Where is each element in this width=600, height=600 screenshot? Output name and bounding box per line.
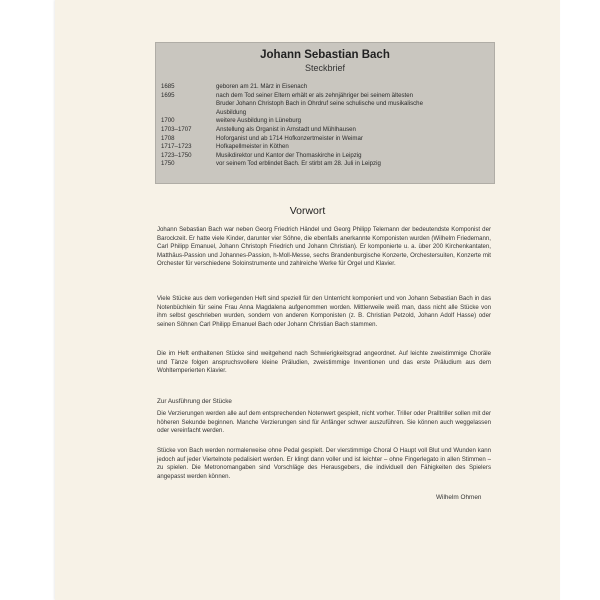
biography-row <box>161 152 490 161</box>
biography-row <box>161 160 490 169</box>
biography-title: Johann Sebastian Bach <box>260 49 390 61</box>
biography-table <box>161 83 490 169</box>
bio-year: 1685 <box>161 83 175 90</box>
biography-row <box>161 92 490 118</box>
bio-year: 1695 <box>161 91 175 99</box>
bio-year: 1717–1723 <box>161 143 192 151</box>
biography-row <box>161 83 490 92</box>
foreword-paragraph: Die im Heft enthaltenen Stücke sind weitgehend nach Schwierigkeitsgrad angeordnet. Auf leichte zweistimmige Choräle und Tänze folgen anspruchsvollere kleine Präludien, zweistimmige Inventionen und das erste Präludium aus dem Wohltemperierten Klavier. <box>157 350 491 375</box>
foreword-paragraph: Stücke von Bach werden normalerweise ohne Pedal gespielt. Der vierstimmige Choral O Haupt voll Blut und Wunden kann jedoch auf jeder Viertelnote pedalisiert werden. Er klingt dann voller und ist leichter – ohne Fingerlegato in allen Stimmen – zu spielen. Die Metronomangaben sind Vorschläge des Herausgebers, die individuell den Fähigkeiten des Spielers angepasst werden können. <box>157 447 491 480</box>
foreword-title: Vorwort <box>289 205 326 217</box>
foreword-paragraph: Johann Sebastian Bach war neben Georg Friedrich Händel und Georg Philipp Telemann der bedeutendste Komponist der Barockzeit. Er hatte viele Kinder, darunter vier Söhne, die ebenfalls anerkannte Komponisten wurden (Wilhelm Friedemann, Carl Philipp Emanuel, Johann Christoph Friedrich und Johann Christian). Er komponierte u. a. über 200 Kirchenkantaten, Matthäus-Passion und Johannes-Passion, h-Moll-Messe, sechs Brandenburgische Konzerte, Orchestersuiten, Konzerte mit Orchester für verschiedene Soloinstrumente und zahlreiche Werke für Orgel und Klavier. <box>157 226 491 268</box>
bio-text: Musikdirektor und Kantor der Thomaskirche in Leipzig <box>216 151 362 159</box>
foreword-paragraph: Die Verzierungen werden alle auf dem entsprechenden Notenwert gespielt, nicht vorher. Triller oder Pralltriller sollen mit der höheren Sekunde beginnen. Manche Verzierungen sind für Anfänger schwer auszuführen. Sie können auch weggelassen oder vereinfacht werden. <box>157 410 491 435</box>
bio-year: 1708 <box>161 134 175 142</box>
biography-row <box>161 126 490 135</box>
bio-text: geboren am 21. März in Eisenach <box>216 83 308 90</box>
foreword-paragraph: Viele Stücke aus dem vorliegenden Heft sind speziell für den Unterricht komponiert und von Johann Sebastian Bach in das Notenbüchlein für seine Frau Anna Magdalena aufgenommen worden. Mittlerweile weiß man, dass nicht alle Stücke von ihm selbst geschrieben wurden, sondern von anderen Komponisten (z. B. Christian Petzold, Johann Adolf Hasse) oder seinen Söhnen Carl Philipp Emanuel Bach oder Johann Christian Bach stammen. <box>157 295 491 328</box>
bio-year: 1703–1707 <box>161 125 192 133</box>
bio-year: 1723–1750 <box>161 151 192 159</box>
biography-row <box>161 135 490 144</box>
bio-year: 1750 <box>161 160 175 168</box>
bio-text: Hofkapellmeister in Köthen <box>216 143 289 151</box>
performance-heading: Zur Ausführung der Stücke <box>157 398 232 405</box>
bio-text: vor seinem Tod erblindet Bach. Er stirbt am 28. Juli in Leipzig <box>216 160 381 168</box>
author-signature: Wilhelm Ohmen <box>436 494 482 501</box>
bio-text: Hoforganist und ab 1714 Hofkonzertmeister in Weimar <box>216 134 363 142</box>
biography-subtitle: Steckbrief <box>304 63 346 73</box>
bio-text: Anstellung als Organist in Arnstadt und Mühlhausen <box>216 125 356 133</box>
bio-text: weitere Ausbildung in Lüneburg <box>216 117 302 125</box>
document-page <box>55 0 560 600</box>
bio-text: nach dem Tod seiner Eltern erhält er als zehnjähriger bei seinem ältesten Bruder Johann Christoph Bach in Ohrdruf seine schulische und musikalische Ausbildung <box>216 91 423 116</box>
biography-row <box>161 143 490 152</box>
bio-year: 1700 <box>161 117 175 125</box>
biography-box <box>155 42 495 184</box>
biography-row <box>161 117 490 126</box>
